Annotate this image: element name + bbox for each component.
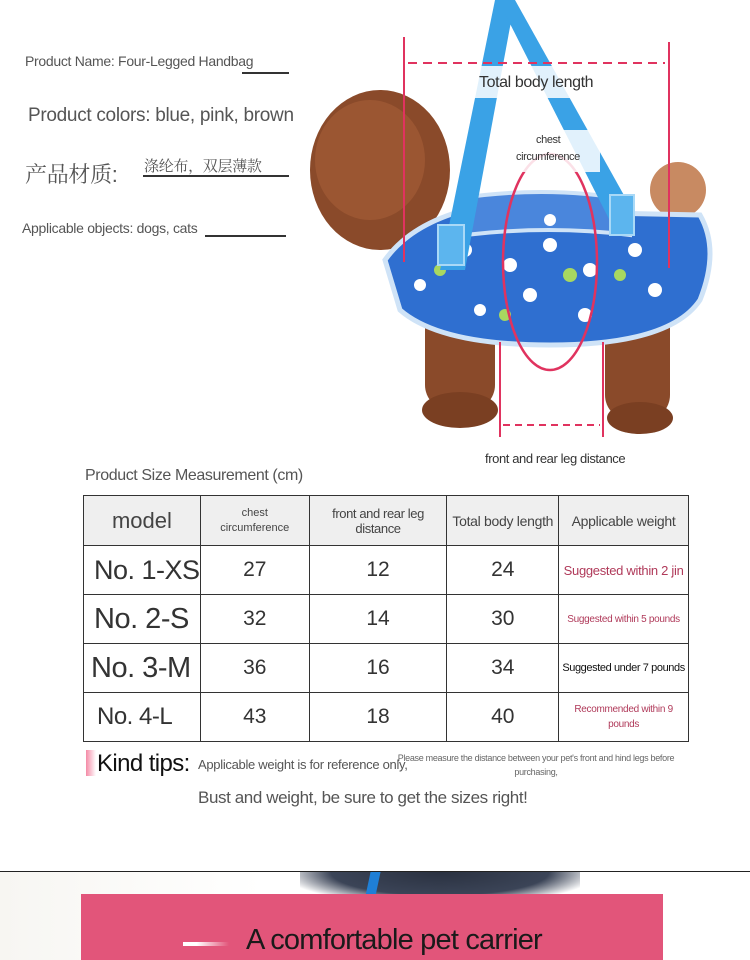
weight-line2: pounds — [608, 719, 640, 730]
model-cell: No. 2-S — [84, 595, 201, 644]
leg-cell: 18 — [309, 693, 447, 742]
label-leg-distance: front and rear leg distance — [485, 451, 626, 466]
table-header-row — [84, 496, 689, 546]
length-cell: 24 — [447, 546, 559, 595]
weight-cell: Suggested within 2 jin — [559, 546, 689, 595]
tip-measure-legs: Please measure the distance between your pet's front and hind legs before purchasing, — [397, 753, 675, 777]
leg-cell: 16 — [309, 644, 447, 693]
tips-title: Kind tips: — [97, 750, 190, 777]
dog-carrier-image — [300, 0, 750, 470]
chest-cell: 32 — [200, 595, 309, 644]
weight-cell: Suggested within 5 pounds — [559, 595, 689, 644]
product-colors: Product colors: blue, pink, brown — [28, 105, 294, 126]
table-row — [84, 595, 689, 644]
tip-sizes-right: Bust and weight, be sure to get the sizes right! — [198, 788, 528, 807]
banner-headline: A comfortable pet carrier — [246, 924, 542, 956]
label-circumference: circumference — [516, 151, 580, 163]
header-length-text: Total body length — [452, 512, 554, 529]
tips-accent-mark — [86, 750, 96, 776]
table-row — [84, 693, 689, 742]
length-cell: 30 — [447, 595, 559, 644]
underline — [143, 175, 289, 177]
header-leg-text: front and rear leg distance — [332, 505, 424, 536]
leg-cell: 12 — [309, 546, 447, 595]
underline — [205, 235, 286, 237]
weight-line1: Recommended within 9 — [574, 704, 673, 715]
product-illustration — [300, 0, 750, 470]
header-body-length — [447, 496, 559, 546]
model-cell: No. 1-XS — [84, 546, 201, 595]
length-cell: 40 — [447, 693, 559, 742]
header-chest-line2: circumference — [220, 521, 290, 534]
material-label: 产品材质: — [25, 162, 118, 187]
header-model-text: model — [111, 507, 172, 533]
size-table-title: Product Size Measurement (cm) — [85, 467, 303, 484]
model-cell: No. 3-M — [84, 644, 201, 693]
label-total-body-length: Total body length — [479, 74, 594, 91]
model-cell: No. 4-L — [84, 693, 201, 742]
chest-cell: 43 — [200, 693, 309, 742]
product-name: Product Name: Four-Legged Handbag — [25, 53, 254, 69]
applicable-objects: Applicable objects: dogs, cats — [22, 220, 198, 236]
header-leg-distance — [309, 496, 447, 546]
label-chest: chest — [536, 134, 561, 146]
material-value: 涤纶布，双层薄款 — [144, 158, 262, 175]
header-chest — [200, 496, 309, 546]
header-model — [84, 496, 201, 546]
size-table — [83, 495, 689, 742]
table-row — [84, 644, 689, 693]
weight-cell: Suggested under 7 pounds — [559, 644, 689, 693]
chest-cell: 36 — [200, 644, 309, 693]
header-chest-line1: chest — [241, 506, 268, 519]
header-weight — [559, 496, 689, 546]
banner-dash-decoration — [183, 942, 229, 946]
weight-cell — [559, 693, 689, 742]
tip-reference-only: Applicable weight is for reference only, — [198, 757, 408, 772]
leg-cell: 14 — [309, 595, 447, 644]
underline — [242, 72, 289, 74]
header-weight-text: Applicable weight — [571, 512, 676, 529]
chest-cell: 27 — [200, 546, 309, 595]
table-row — [84, 546, 689, 595]
length-cell: 34 — [447, 644, 559, 693]
